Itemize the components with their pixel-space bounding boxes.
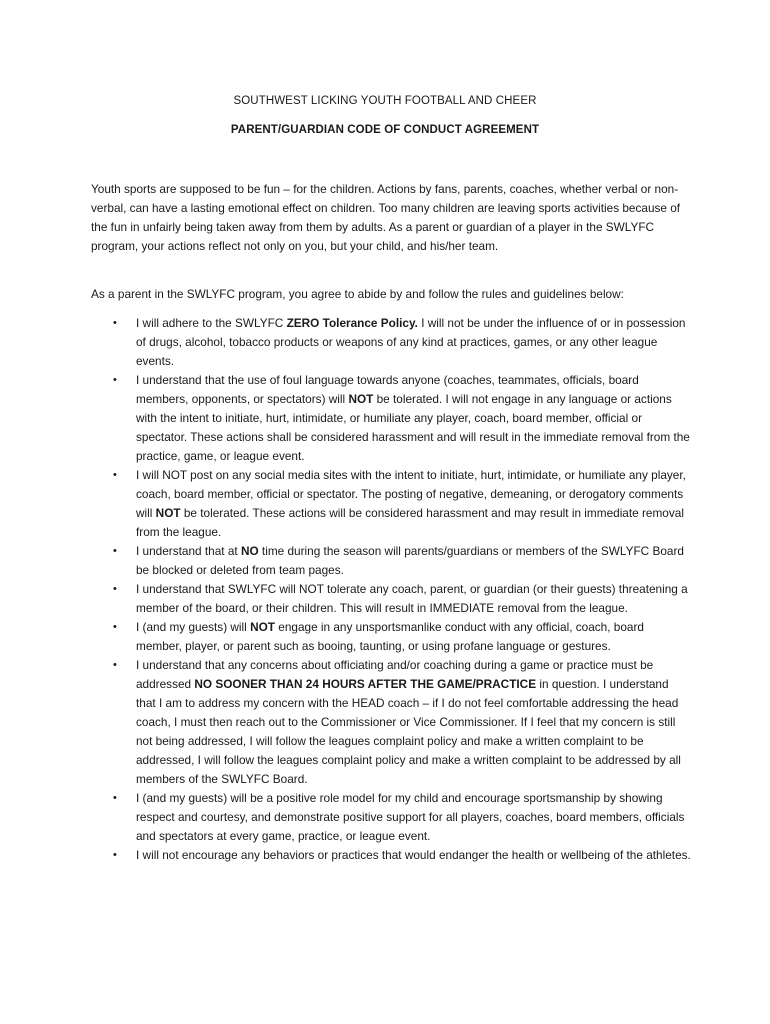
bullet-icon: • [113,659,117,671]
rules-list [91,314,691,865]
bullet-icon: • [113,317,117,329]
list-item: • I understand that at NO time during the season will parents/guardians or members of the SWLYFC Board be blocked or deleted from team pages. [113,544,684,577]
list-item: • I (and my guests) will NOT engage in any unsportsmanlike conduct with any official, coach, board member, player, or parent such as booing, taunting, or using profane language or gestures. [113,620,644,653]
bullet-icon: • [113,849,117,861]
list-item: • I understand that the use of foul language towards anyone (coaches, teammates, officials, board members, opponents, or spectators) will NOT be tolerated. I will not engage in any language or actions with the intent to initiate, hurt, intimidate, or humiliate any player, coach, board member, official or spectator. These actions shall be considered harassment and will result in the immediate removal from the practice, game, or league event. [113,373,690,463]
list-item: • I will not encourage any behaviors or practices that would endanger the health or wellbeing of the athletes. [91,846,691,865]
bullet-icon: • [113,583,117,595]
bullet-icon: • [113,621,117,633]
bullet-icon: • [113,469,117,481]
org-title: SOUTHWEST LICKING YOUTH FOOTBALL AND CHEER [233,95,537,107]
list-item: • I understand that any concerns about officiating and/or coaching during a game or practice must be addressed NO SOONER THAN 24 HOURS AFTER THE GAME/PRACTICE in question. I understand that I am to address my concern with the HEAD coach – if I do not feel comfortable addressing the head coach, I must then reach out to the Commissioner or Vice Commissioner. If I feel that my concern is still not being addressed, I will follow the leagues complaint policy and make a written complaint to be addressed, I will follow the leagues complaint policy and make a written complaint to be addressed by all members of the SWLYFC Board. [113,658,681,786]
document-title: PARENT/GUARDIAN CODE OF CONDUCT AGREEMENT [230,124,540,136]
bullet-icon: • [113,374,117,386]
list-item: • I understand that SWLYFC will NOT tolerate any coach, parent, or guardian (or their guests) threatening a member of the board, or their children. This will result in IMMEDIATE removal from the league. [113,582,688,615]
list-item: • I (and my guests) will be a positive role model for my child and encourage sportsmanship by showing respect and courtesy, and demonstrate positive support for all players, coaches, board members, officials and spectators at every game, practice, or league event. [113,791,685,843]
lead-paragraph: As a parent in the SWLYFC program, you agree to abide by and follow the rules and guidelines below: [91,287,624,301]
intro-paragraph: Youth sports are supposed to be fun – for the children. Actions by fans, parents, coaches, whether verbal or non-verbal, can have a lasting emotional effect on children. Too many children are leaving sports activities because of the fun in unfairly being taken away from them by adults. As a parent or guardian of a player in the SWLYFC program, your actions reflect not only on you, but your child, and his/her team. [91,182,681,253]
list-item: • I will NOT post on any social media sites with the intent to initiate, hurt, intimidate, or humiliate any player, coach, board member, official or spectator. The posting of negative, demeaning, or derogatory comments will NOT be tolerated. These actions will be considered harassment and may result in immediate removal from the league. [113,468,686,539]
list-item: • I will adhere to the SWLYFC ZERO Tolerance Policy. I will not be under the influence of or in possession of drugs, alcohol, tobacco products or weapons of any kind at practices, games, or any other league events. [113,316,686,368]
bullet-icon: • [113,792,117,804]
bullet-icon: • [113,545,117,557]
